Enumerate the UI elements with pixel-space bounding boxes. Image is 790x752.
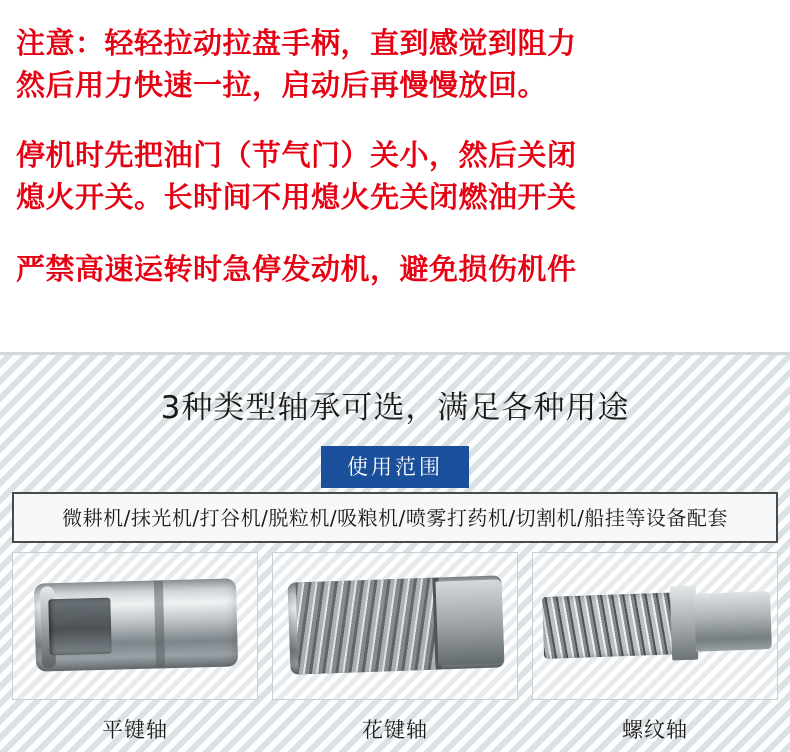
shaft-endcap [436, 579, 505, 665]
shaft-card-threaded [532, 552, 778, 744]
warning-line: 停机时先把油门（节气门）关小，然后关闭 [16, 138, 577, 173]
warning-line: 熄火开关。长时间不用熄火先关闭燃油开关 [16, 180, 577, 215]
warning-block-shutdown [16, 134, 776, 218]
warning-line: 然后用力快速一拉，启动后再慢慢放回。 [16, 68, 548, 103]
shaft-label: 平键轴 [102, 718, 168, 742]
warning-block-prohibition [16, 248, 776, 290]
shaft-band [154, 580, 165, 668]
threaded-shaft-illustration [542, 589, 772, 659]
shaft-keyway-slot [48, 598, 111, 656]
shaft-photo-flat-key [12, 552, 258, 700]
shaft-photo-spline [272, 552, 518, 700]
shaft-card-flat-key [12, 552, 258, 744]
shaft-spline-teeth [295, 578, 438, 675]
warning-line: 严禁高速运转时急停发动机，避免损伤机件 [16, 252, 577, 287]
spline-shaft-illustration [287, 575, 504, 674]
warning-block-startup [16, 22, 776, 106]
shaft-body [694, 591, 772, 652]
shaft-label: 螺纹轴 [622, 718, 688, 742]
flat-key-shaft-illustration [34, 578, 238, 671]
shaft-card-spline [272, 552, 518, 744]
product-section [0, 352, 790, 752]
shaft-card-list [12, 552, 778, 744]
scope-text: 微耕机/抹光机/打谷机/脱粒机/吸粮机/喷雾打药机/切割机/船挂等设备配套 [12, 492, 778, 543]
section-headline: 3种类型轴承可选，满足各种用途 [160, 390, 630, 426]
warning-line: 注意：轻轻拉动拉盘手柄，直到感觉到阻力 [16, 26, 577, 60]
shaft-threads [542, 592, 674, 658]
warning-section [0, 0, 790, 352]
shaft-label: 花键轴 [362, 718, 428, 742]
section-divider [0, 352, 790, 355]
shaft-photo-threaded [532, 552, 778, 700]
scope-badge: 使用范围 [321, 446, 469, 488]
